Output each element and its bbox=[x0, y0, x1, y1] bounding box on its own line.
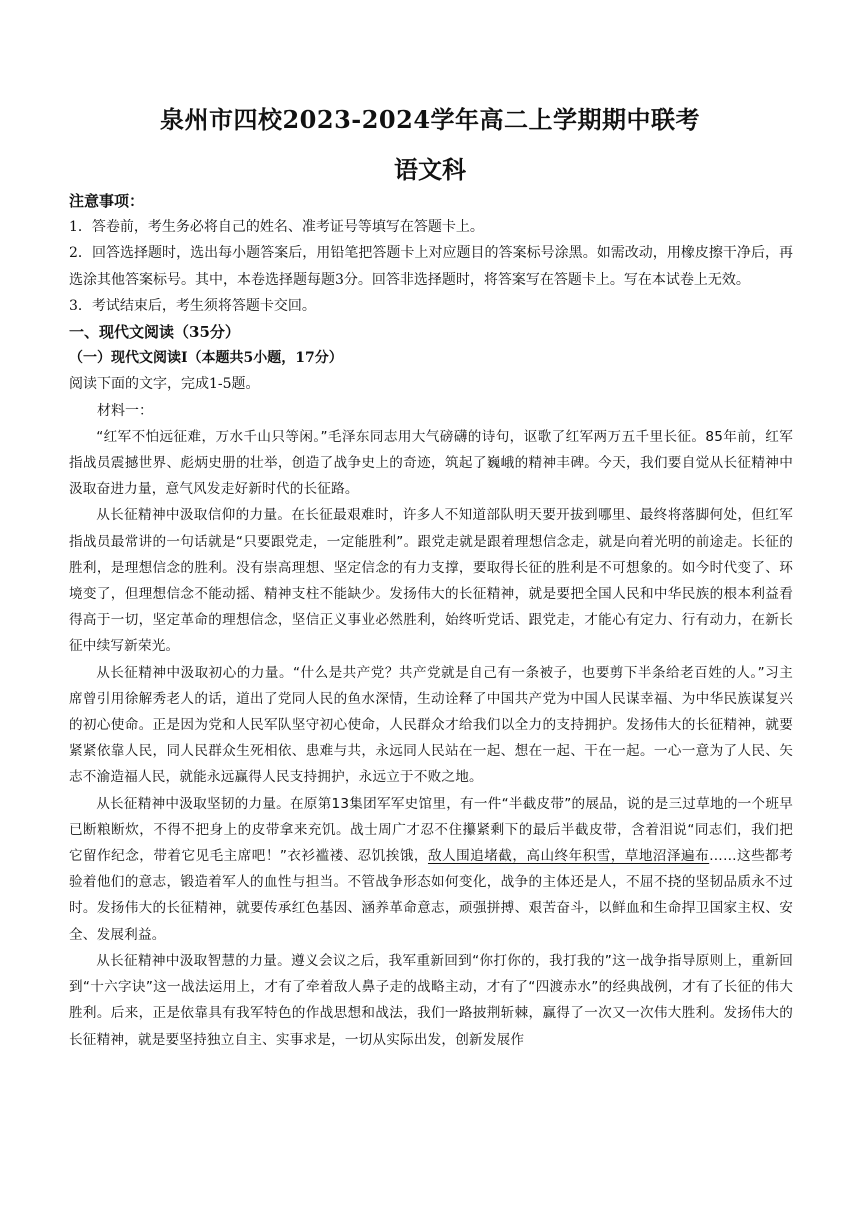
material-label: 材料一： bbox=[97, 402, 153, 419]
section-heading: 一、现代文阅读（35分） bbox=[69, 323, 240, 342]
page-title: 泉州市四校2023-2024学年高二上学期期中联考 bbox=[159, 105, 701, 134]
exam-content bbox=[69, 188, 793, 1053]
reading-instruction: 阅读下面的文字，完成1-5题。 bbox=[69, 376, 260, 393]
passage-text: ……这些都考验着他们的意志，锻造着军人的血性与担当。不管战争形态如何变化，战争的主体还是人，不屈不挠的坚韧品质永不过时。发扬伟大的长征精神，就要传承红色基因、涵养革命意志，顽强拼搏、艰苦奋斗，以鲜血和生命捍卫国家主权、安全、发展利益。 bbox=[69, 848, 793, 943]
passage-paragraph bbox=[69, 791, 793, 948]
subject-title: 语文科 bbox=[394, 155, 466, 184]
notice-list bbox=[69, 214, 793, 319]
passage-text: 从长征精神中汲取坚韧的力量。在原第13集团军军史馆里，有一件“半截皮带”的展品，说的是三过草地的一个班早已断粮断炊，不得不把身上的皮带拿来充饥。战士周广才忍不住攥紧剩下的最后半截皮带，含着泪说“同志们，我们把它留作纪念，带着它见毛主席吧！”衣衫褴褛、忍饥挨饿， bbox=[69, 795, 793, 865]
passage-paragraph: 从长征精神中汲取信仰的力量。在长征最艰难时，许多人不知道部队明天要开拔到哪里、最终将落脚何处，但红军指战员最常讲的一句话就是“只要跟党走，一定能胜利”。跟党走就是跟着理想信念走，就是向着光明的前途走。长征的胜利，是理想信念的胜利。没有崇高理想、坚定信念的有力支撑，要取得长征的胜利是不可想象的。如今时代变了、环境变了，但理想信念不能动摇、精神支柱不能缺少。发扬伟大的长征精神，就是要把全国人民和中华民族的根本利益看得高于一切，坚定革命的理想信念，坚信正义事业必然胜利，始终听党话、跟党走，才能心有定力、行有动力，在新长征中续写新荣光。 bbox=[69, 507, 793, 655]
notice-heading: 注意事项： bbox=[69, 192, 145, 210]
passage-paragraph: “红军不怕远征难，万水千山只等闲。”毛泽东同志用大气磅礴的诗句，讴歌了红军两万五千里长征。85年前，红军指战员震撼世界、彪炳史册的壮举，创造了战争史上的奇迹，筑起了巍峨的精神丰碑。今天，我们要自觉从长征精神中汲取奋进力量，意气风发走好新时代的长征路。 bbox=[69, 428, 793, 498]
subsection-heading: （一）现代文阅读Ⅰ（本题共5小题，17分） bbox=[69, 350, 343, 367]
notice-item: 1．答卷前，考生务必将自己的姓名、准考证号等填写在答题卡上。 bbox=[69, 219, 484, 236]
passage-paragraph: 从长征精神中汲取智慧的力量。遵义会议之后，我军重新回到“你打你的，我打我的”这一战争指导原则上，重新回到“十六字诀”这一战法运用上，才有了牵着敌人鼻子走的战略主动，才有了“四渡赤水”的经典战例，才有了长征的伟大胜利。后来，正是依靠具有我军特色的作战思想和战法，我们一路披荆斩棘，赢得了一次又一次伟大胜利。发扬伟大的长征精神，就是要坚持独立自主、实事求是，一切从实际出发，创新发展作 bbox=[69, 952, 793, 1048]
notice-item: 3．考试结束后，考生须将答题卡交回。 bbox=[69, 297, 316, 314]
passage-paragraph: 从长征精神中汲取初心的力量。“什么是共产党？共产党就是自己有一条被子，也要剪下半条给老百姓的人。”习主席曾引用徐解秀老人的话，道出了党同人民的鱼水深情，生动诠释了中国共产党为中国人民谋幸福、为中华民族谋复兴的初心使命。正是因为党和人民军队坚守初心使命，人民群众才给我们以全力的支持拥护。发扬伟大的长征精神，就要紧紧依靠人民，同人民群众生死相依、患难与共，永远同人民站在一起、想在一起、干在一起。一心一意为了人民、矢志不渝造福人民，就能永远赢得人民支持拥护，永远立于不败之地。 bbox=[69, 664, 793, 786]
underlined-phrase: 敌人围追堵截，高山终年积雪，草地沼泽遍布 bbox=[427, 848, 710, 865]
notice-item: 2．回答选择题时，选出每小题答案后，用铅笔把答题卡上对应题目的答案标号涂黑。如需改动，用橡皮擦干净后，再选涂其他答案标号。其中，本卷选择题每题3分。回答非选择题时，将答案写在答题卡上。写在本试卷上无效。 bbox=[69, 245, 793, 288]
